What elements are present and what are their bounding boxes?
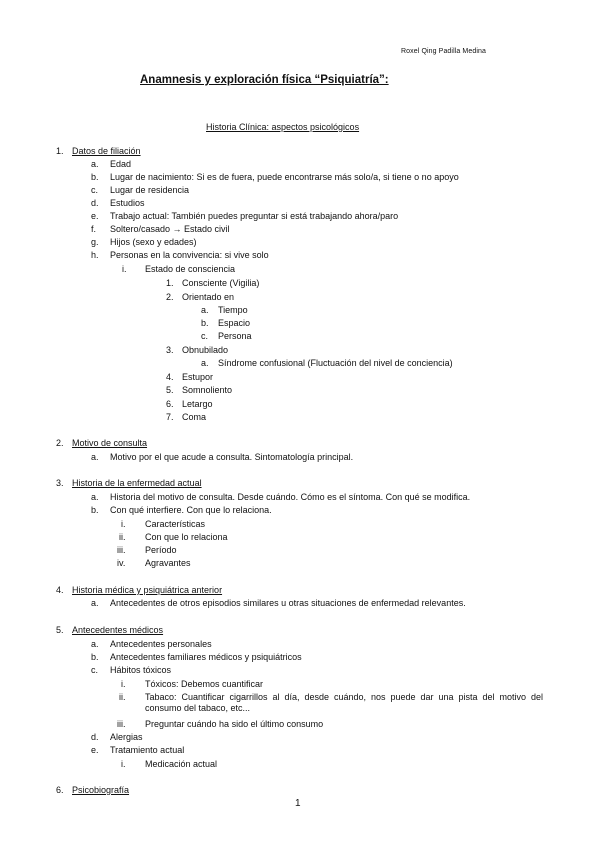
list-item: Obnubilado: [182, 345, 229, 355]
list-marker: 2.: [56, 438, 64, 448]
list-marker: iii.: [117, 719, 126, 729]
page-number: 1: [295, 798, 301, 809]
list-item: Preguntar cuándo ha sido el último consumo: [145, 719, 324, 729]
list-marker: d.: [91, 198, 99, 208]
list-item: Hijos (sexo y edades): [110, 237, 197, 247]
section-heading: Historia de la enfermedad actual: [72, 478, 202, 488]
list-marker: 5.: [56, 625, 64, 635]
list-marker: a.: [201, 358, 209, 368]
list-marker: 1.: [166, 278, 174, 288]
section-heading: Antecedentes médicos: [72, 625, 164, 635]
list-item: Motivo por el que acude a consulta. Sintomatología principal.: [110, 452, 354, 462]
list-item: Tabaco: Cuantificar cigarrillos al día, desde cuándo, nos puede dar una pista del motivo del consumo del tabaco, etc...: [145, 692, 543, 713]
section-heading: Motivo de consulta: [72, 438, 148, 448]
list-marker: d.: [91, 732, 99, 742]
list-marker: 4.: [166, 372, 174, 382]
list-marker: i.: [121, 679, 126, 689]
list-item: Alergias: [110, 732, 143, 742]
list-item: Con que lo relaciona: [145, 532, 228, 542]
list-marker: b.: [91, 652, 99, 662]
list-marker: g.: [91, 237, 99, 247]
list-item: Hábitos tóxicos: [110, 665, 172, 675]
list-marker: c.: [201, 331, 209, 341]
list-marker: 3.: [56, 478, 64, 488]
list-marker: a.: [91, 598, 99, 608]
page-subtitle: Historia Clínica: aspectos psicológicos: [206, 122, 360, 132]
list-item: Antecedentes de otros episodios similares u otras situaciones de enfermedad relevantes.: [110, 598, 466, 608]
list-marker: 3.: [166, 345, 174, 355]
list-item: Antecedentes personales: [110, 639, 212, 649]
list-item: Lugar de nacimiento: Si es de fuera, puede encontrarse más solo/a, si tiene o no apoyo: [110, 172, 459, 182]
list-marker: iii.: [117, 545, 126, 555]
list-item: Historia del motivo de consulta. Desde cuándo. Cómo es el síntoma. Con qué se modifica.: [110, 492, 471, 502]
list-marker: iv.: [117, 558, 126, 568]
section-heading: Psicobiografía: [72, 785, 130, 795]
list-item: Estudios: [110, 198, 145, 208]
list-marker: ii.: [119, 692, 126, 702]
list-item: Soltero/casado → Estado civil: [110, 224, 230, 234]
list-marker: e.: [91, 211, 99, 221]
list-marker: b.: [91, 505, 99, 515]
list-marker: 1.: [56, 146, 64, 156]
list-marker: c.: [91, 665, 99, 675]
list-item: Tóxicos: Debemos cuantificar: [145, 679, 264, 689]
list-item: Personas en la convivencia: si vive solo: [110, 250, 269, 260]
list-item: Tratamiento actual: [110, 745, 185, 755]
list-marker: a.: [91, 492, 99, 502]
list-item: Período: [145, 545, 177, 555]
list-item: Lugar de residencia: [110, 185, 190, 195]
list-marker: b.: [201, 318, 209, 328]
list-marker: a.: [91, 159, 99, 169]
list-marker: e.: [91, 745, 99, 755]
page-title: Anamnesis y exploración física “Psiquiatría”:: [140, 74, 389, 86]
list-item: Trabajo actual: También puedes preguntar si está trabajando ahora/paro: [110, 211, 399, 221]
list-item: Características: [145, 519, 206, 529]
list-item: Estupor: [182, 372, 214, 382]
list-item: Edad: [110, 159, 132, 169]
list-item: Agravantes: [145, 558, 191, 568]
list-marker: i.: [121, 759, 126, 769]
list-marker: a.: [91, 452, 99, 462]
list-marker: a.: [91, 639, 99, 649]
list-item: Síndrome confusional (Fluctuación del nivel de conciencia): [218, 358, 453, 368]
list-marker: f.: [91, 224, 97, 234]
list-marker: a.: [201, 305, 209, 315]
list-marker: 7.: [166, 412, 174, 422]
list-marker: i.: [122, 264, 127, 274]
list-marker: c.: [91, 185, 99, 195]
list-marker: 6.: [56, 785, 64, 795]
section-heading: Datos de filiación: [72, 146, 141, 156]
list-item: Espacio: [218, 318, 251, 328]
section-heading: Historia médica y psiquiátrica anterior: [72, 585, 223, 595]
list-item: Orientado en: [182, 292, 235, 302]
list-item: Estado de consciencia: [145, 264, 236, 274]
list-item: Con qué interfiere. Con que lo relaciona.: [110, 505, 272, 515]
list-item: Medicación actual: [145, 759, 218, 769]
list-marker: 6.: [166, 399, 174, 409]
list-marker: 4.: [56, 585, 64, 595]
list-item: Somnoliento: [182, 385, 233, 395]
list-item: Letargo: [182, 399, 213, 409]
list-marker: 5.: [166, 385, 174, 395]
list-item: Tiempo: [218, 305, 248, 315]
list-marker: i.: [121, 519, 126, 529]
list-item: Coma: [182, 412, 207, 422]
list-marker: h.: [91, 250, 99, 260]
author-name: Roxel Qing Padilla Medina: [401, 48, 486, 55]
list-item: Consciente (Vigilia): [182, 278, 260, 288]
list-item: Antecedentes familiares médicos y psiquiátricos: [110, 652, 302, 662]
list-marker: 2.: [166, 292, 174, 302]
list-marker: b.: [91, 172, 99, 182]
list-item: Persona: [218, 331, 252, 341]
list-marker: ii.: [119, 532, 126, 542]
